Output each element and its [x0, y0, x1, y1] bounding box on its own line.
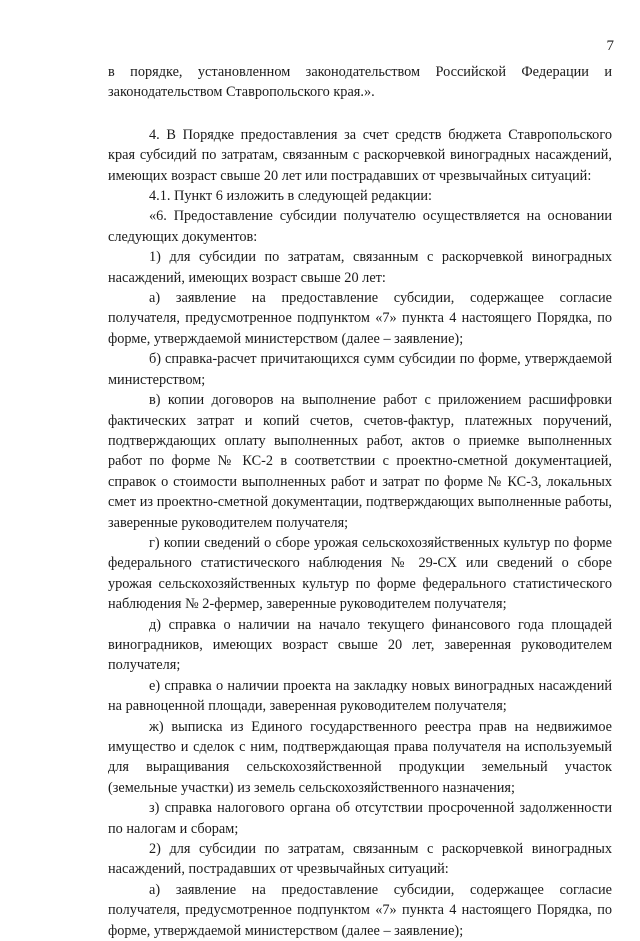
paragraph-1z: з) справка налогового органа об отсутствии просроченной задолженности по налогам и сборам; [108, 800, 612, 837]
paragraph-subpoint-2: 2) для субсидии по затратам, связанным с раскорчевкой виноградных насаждений, пострадавших от чрезвычайных ситуаций: [108, 841, 612, 878]
paragraph-item-4: 4. В Порядке предоставления за счет средств бюджета Ставропольского края субсидий по затратам, связанным с раскорчевкой виноградных насаждений, имеющих возраст свыше 20 лет или пострадавших от чрезвычайных ситуаций: [108, 126, 612, 184]
paragraph-item-4-1: 4.1. Пункт 6 изложить в следующей редакции: [149, 188, 432, 205]
paragraph-continuation: в порядке, установленном законодательством Российской Федерации и законодательством Ставропольского края.». [108, 64, 612, 101]
paragraph-1g: г) копии сведений о сборе урожая сельскохозяйственных культур по форме федерального статистического наблюдения № 29-СХ или сведений о сборе урожая сельскохозяйственных культур по форме федерального статистического наблюдения № 2-фермер, заверенные руководителем получателя; [108, 534, 612, 613]
paragraph-1zh: ж) выписка из Единого государственного реестра прав на недвижимое имущество и сделок с ним, подтверждающая права получателя на используемый для выращивания сельскохозяйственной продукции земельный участок (земельные участки) из земель сельскохозяйственного назначения; [108, 718, 612, 796]
paragraph-1d: д) справка о наличии на начало текущего финансового года площадей виноградников, имеющих возраст свыше 20 лет, заверенная руководителем получателя; [108, 616, 612, 674]
paragraph-1e: е) справка о наличии проекта на закладку новых виноградных насаждений на равноценной площади, заверенная руководителем получателя; [108, 677, 612, 715]
paragraph-subpoint-1: 1) для субсидии по затратам, связанным с раскорчевкой виноградных насаждений, имеющих возраст свыше 20 лет: [108, 249, 612, 286]
paragraph-1v: в) копии договоров на выполнение работ с приложением расшифровки фактических затрат и копий счетов, счетов-фактур, платежных поручений, подтверждающих оплату выполненных работ, актов о приемке выполненных работ по форме № КС-2 в соответствии с проектно-сметной документацией, справок о стоимости выполненных работ и затрат по форме № КС-3, локальных смет из проектно-сметной документации, подтверждающих выполненные работы, заверенные руководителем получателя; [108, 392, 612, 531]
paragraph-1a: а) заявление на предоставление субсидии, содержащее согласие получателя, предусмотренное подпунктом «7» пункта 4 настоящего Порядка, по форме, утверждаемой министерством (далее – заявление); [108, 290, 612, 347]
page-number: 7 [606, 38, 614, 54]
document-body [108, 62, 612, 941]
paragraph-1b: б) справка-расчет причитающихся сумм субсидии по форме, утверждаемой министерством; [108, 351, 612, 388]
paragraph-point-6: «6. Предоставление субсидии получателю осуществляется на основании следующих документов: [108, 208, 612, 245]
paragraph-2a: а) заявление на предоставление субсидии, содержащее согласие получателя, предусмотренное подпунктом «7» пункта 4 настоящего Порядка, по форме, утверждаемой министерством (далее – заявление); [108, 881, 612, 939]
